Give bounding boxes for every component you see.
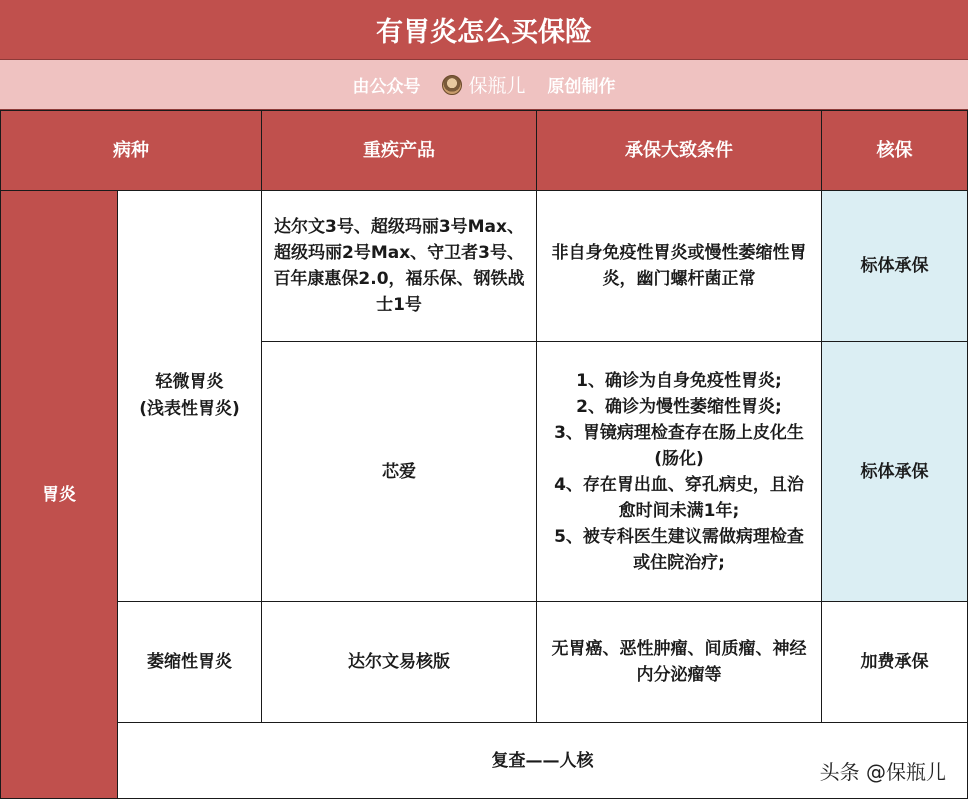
atrophic-gastritis-label: 萎缩性胃炎: [117, 601, 262, 723]
header-conditions: 承保大致条件: [536, 110, 822, 191]
row2-result: 标体承保: [821, 341, 968, 602]
row2-condition-item: 5、被专科医生建议需做病理检查或住院治疗;: [554, 526, 804, 573]
row2-condition-item: 1、确诊为自身免疫性胃炎;: [576, 370, 782, 391]
mild-gastritis-label: [117, 190, 262, 602]
row1-products: 达尔文3号、超级玛丽3号Max、超级玛丽2号Max、守卫者3号、百年康惠保2.0，福乐保、钢铁战士1号: [261, 190, 537, 342]
watermark: 头条 @保瓶儿: [819, 760, 946, 784]
brand-name: 保瓶儿: [468, 75, 526, 97]
row1-result: 标体承保: [821, 190, 968, 342]
header-product: 重疾产品: [261, 110, 537, 191]
header-disease: 病种: [0, 110, 262, 191]
category-gastritis: 胃炎: [0, 190, 118, 799]
row2-condition-item: 3、胃镜病理检查存在肠上皮化生(肠化): [554, 422, 804, 469]
mild-name-line1: 轻微胃炎: [155, 372, 224, 392]
header-underwriting: 核保: [821, 110, 968, 191]
review-row: 复查——人核: [117, 722, 968, 799]
subtitle-bar: [0, 60, 968, 110]
row2-conditions: [536, 341, 822, 602]
brand-avatar-icon: [442, 75, 462, 95]
mild-name-line2: (浅表性胃炎): [139, 399, 240, 419]
page-title: 有胃炎怎么买保险: [0, 0, 968, 60]
row3-conditions: 无胃癌、恶性肿瘤、间质瘤、神经内分泌瘤等: [536, 601, 822, 723]
row3-products: 达尔文易核版: [261, 601, 537, 723]
subtitle-prefix: 由公众号: [352, 77, 421, 97]
row2-condition-item: 4、存在胃出血、穿孔病史，且治愈时间未满1年;: [554, 474, 804, 521]
brand: [442, 71, 525, 98]
row1-conditions: 非自身免疫性胃炎或慢性萎缩性胃炎，幽门螺杆菌正常: [536, 190, 822, 342]
row2-condition-item: 2、确诊为慢性萎缩性胃炎;: [576, 396, 782, 417]
subtitle-suffix: 原创制作: [547, 77, 616, 97]
row2-products: 芯爱: [261, 341, 537, 602]
row3-result: 加费承保: [821, 601, 968, 723]
